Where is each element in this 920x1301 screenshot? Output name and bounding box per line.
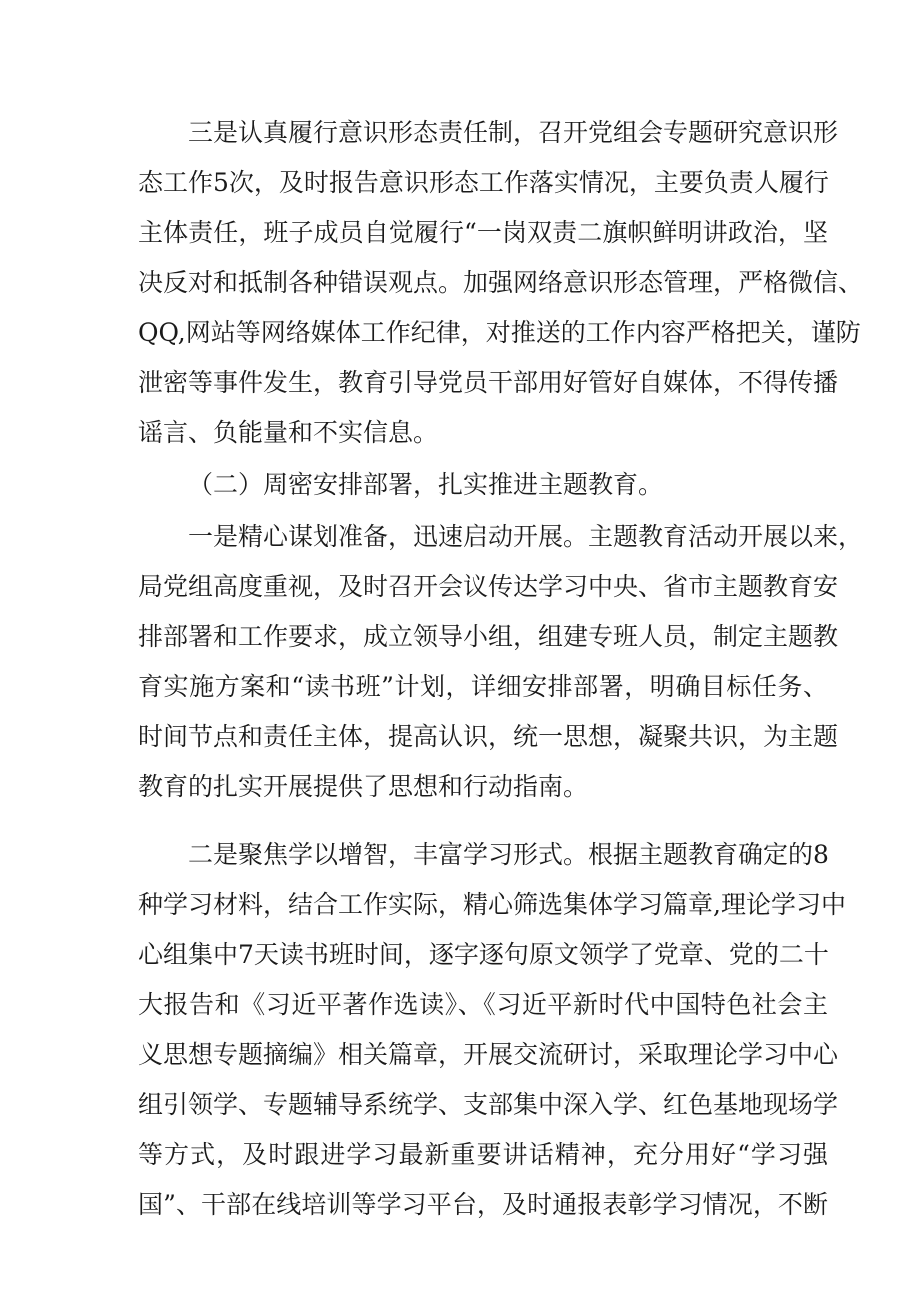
text-line: 心组集中7天读书班时间，逐字逐句原文领学了党章、党的二十 <box>138 940 829 969</box>
text-line: 泄密等事件发生，教育引导党员干部用好管好自媒体，不得传播 <box>138 368 839 397</box>
text-line: 组引领学、专题辅导系统学、支部集中深入学、红色基地现场学 <box>138 1090 839 1119</box>
text-line: 三是认真履行意识形态责任制，召开党组会专题研究意识形 <box>188 118 839 147</box>
text-line: 态工作5次，及时报告意识形态工作落实情况，主要负责人履行 <box>138 168 829 197</box>
text-line: 谣言、负能量和不实信息。 <box>138 418 439 447</box>
text-line: 局党组高度重视，及时召开会议传达学习中央、省市主题教育安 <box>138 572 839 601</box>
text-line: 教育的扎实开展提供了思想和行动指南。 <box>138 772 589 801</box>
text-line: 一是精心谋划准备，迅速启动开展。主题教育活动开展以来， <box>188 522 864 551</box>
text-line: 主体责任，班子成员自觉履行“一岗双责二旗帜鲜明讲政治，坚 <box>138 218 828 247</box>
text-line: 国”、干部在线培训等学习平台，及时通报表彰学习情况，不断 <box>138 1190 828 1219</box>
text-line: QQ,网站等网络媒体工作纪律，对推送的工作内容严格把关，谨防 <box>138 318 861 347</box>
text-line: 种学习材料，结合工作实际，精心筛选集体学习篇章,理论学习中 <box>138 890 846 919</box>
text-line: 育实施方案和“读书班”计划，详细安排部署，明确目标任务、 <box>138 672 828 701</box>
text-line: 时间节点和责任主体，提高认识，统一思想，凝聚共识，为主题 <box>138 722 839 751</box>
text-line: 大报告和《习近平著作选读》、《习近平新时代中国特色社会主 <box>138 990 828 1019</box>
text-line: 二是聚焦学以增智，丰富学习形式。根据主题教育确定的8 <box>188 840 829 869</box>
text-line: 等方式，及时跟进学习最新重要讲话精神，充分用好“学习强 <box>138 1140 828 1169</box>
text-line: 义思想专题摘编》相关篇章，开展交流研讨，采取理论学习中心 <box>138 1040 839 1069</box>
section-heading: （二）周密安排部署，扎实推进主题教育。 <box>188 470 664 499</box>
text-line: 决反对和抵制各种错误观点。加强网络意识形态管理，严格微信、 <box>138 268 864 297</box>
text-line: 排部署和工作要求，成立领导小组，组建专班人员，制定主题教 <box>138 622 839 651</box>
